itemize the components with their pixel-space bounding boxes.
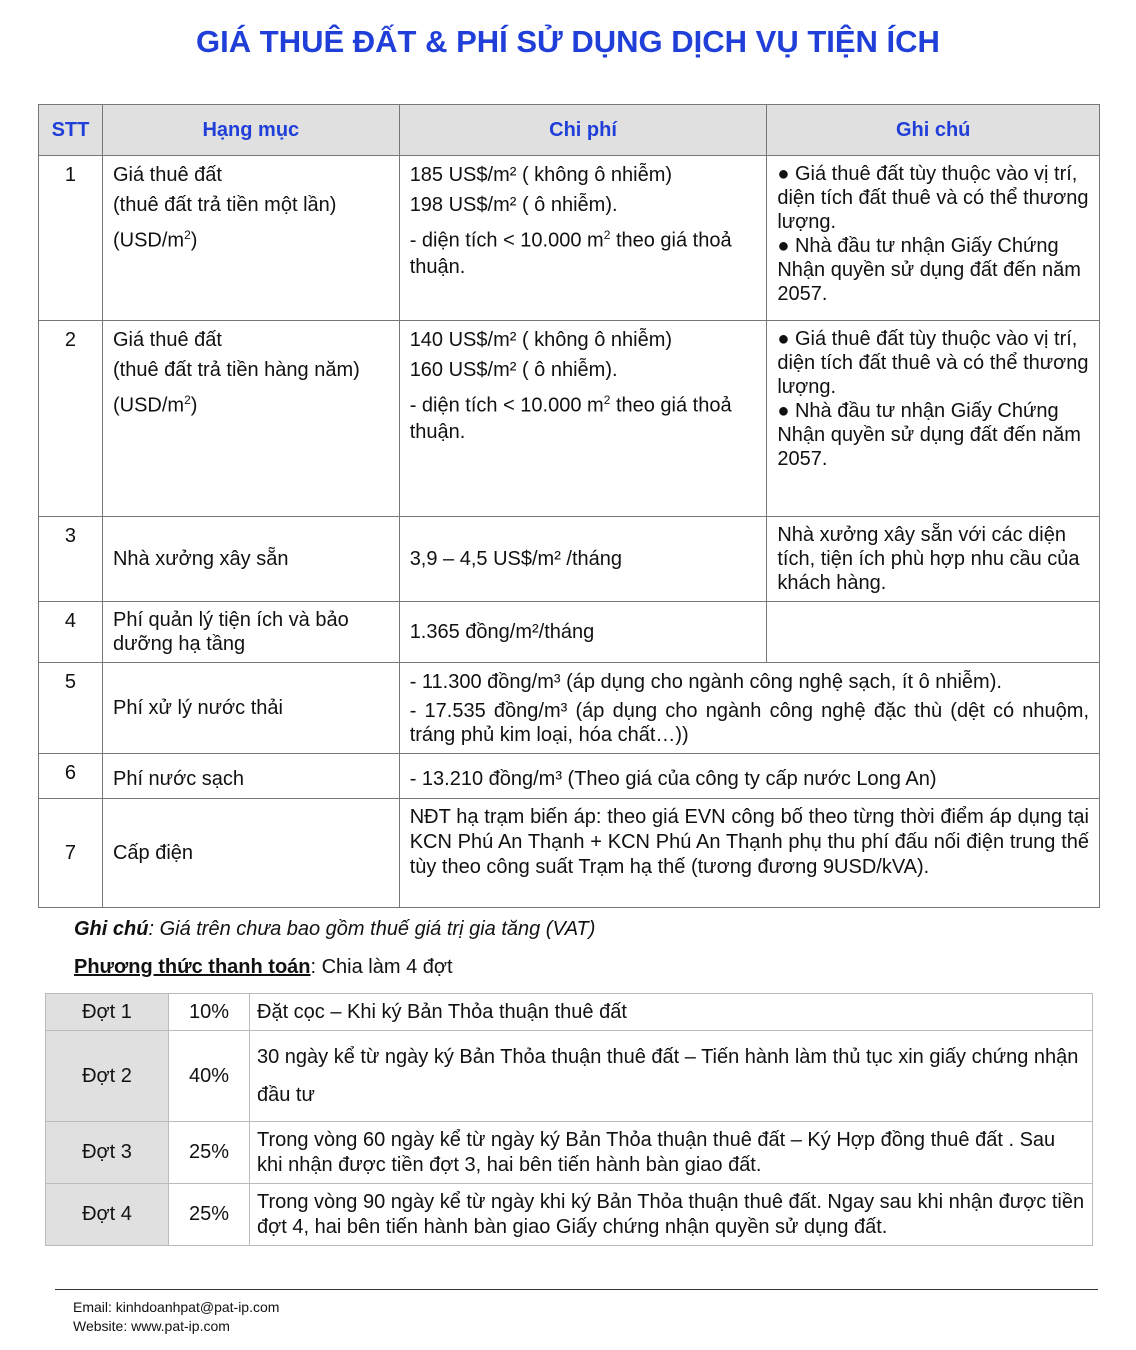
footer-email: Email: kinhdoanhpat@pat-ip.com bbox=[73, 1299, 280, 1315]
stt: 1 bbox=[39, 156, 103, 321]
cost: - 11.300 đồng/m³ (áp dụng cho ngành công nghệ sạch, ít ô nhiễm). - 17.535 đồng/m³ (áp dụng cho ngành công nghệ đặc thù (dệt có nhuộm, tráng phủ kim loại, hóa chất…)) bbox=[399, 663, 1099, 754]
stt: 5 bbox=[39, 663, 103, 754]
header-note: Ghi chú bbox=[767, 105, 1100, 156]
item: Giá thuê đất (thuê đất trả tiền một lần) $(USD/m^2)$ bbox=[102, 156, 399, 321]
payment-table bbox=[45, 993, 1093, 1246]
table-row bbox=[39, 321, 1100, 517]
table-header bbox=[39, 105, 1100, 156]
table-row bbox=[39, 799, 1100, 908]
item: Cấp điện bbox=[102, 799, 399, 908]
header-stt: STT bbox=[39, 105, 103, 156]
cost: NĐT hạ trạm biến áp: theo giá EVN công bố theo từng thời điểm áp dụng tại KCN Phú An Thạnh + KCN Phú An Thạnh phụ thu phí đấu nối điện trung thế tùy theo công suất Trạm hạ thế (tương đương 9USD/kVA). bbox=[399, 799, 1099, 908]
stt: 7 bbox=[39, 799, 103, 908]
note: ● Giá thuê đất tùy thuộc vào vị trí, diện tích đất thuê và có thể thương lượng. ● Nhà đầu tư nhận Giấy Chứng Nhận quyền sử dụng đất đến năm 2057. bbox=[767, 156, 1100, 321]
table-row bbox=[39, 663, 1100, 754]
table-row bbox=[39, 602, 1100, 663]
table-row bbox=[39, 517, 1100, 602]
note: Nhà xưởng xây sẵn với các diện tích, tiện ích phù hợp nhu cầu của khách hàng. bbox=[767, 517, 1100, 602]
item: Phí xử lý nước thải bbox=[102, 663, 399, 754]
stt: 4 bbox=[39, 602, 103, 663]
footer-divider bbox=[55, 1289, 1098, 1290]
cost: 185 US$/m² ( không ô nhiễm) 198 US$/m² ( ô nhiễm). - diện tích < 10.000 $m^2$ theo giá thoả thuận. bbox=[399, 156, 767, 321]
stt: 2 bbox=[39, 321, 103, 517]
note: ● Giá thuê đất tùy thuộc vào vị trí, diện tích đất thuê và có thể thương lượng. ● Nhà đầu tư nhận Giấy Chứng Nhận quyền sử dụng đất đến năm 2057. bbox=[767, 321, 1100, 517]
cost: 140 US$/m² ( không ô nhiễm) 160 US$/m² ( ô nhiễm). - diện tích < 10.000 $m^2$ theo giá thoả thuận. bbox=[399, 321, 767, 517]
footer-website: Website: www.pat-ip.com bbox=[73, 1318, 230, 1334]
cost: - 13.210 đồng/m³ (Theo giá của công ty cấp nước Long An) bbox=[399, 754, 1099, 799]
footer bbox=[73, 1298, 279, 1336]
header-item: Hạng mục bbox=[102, 105, 399, 156]
page-title: GIÁ THUÊ ĐẤT & PHÍ SỬ DỤNG DỊCH VỤ TIỆN ÍCH bbox=[196, 24, 940, 59]
payment-row: Đợt 4 25% Trong vòng 90 ngày kể từ ngày khi ký Bản Thỏa thuận thuê đất. Ngay sau khi nhận được tiền đợt 4, hai bên tiến hành bàn giao Giấy chứng nhận quyền sử dụng đất. bbox=[46, 1184, 1093, 1246]
table-row bbox=[39, 156, 1100, 321]
item: Nhà xưởng xây sẵn bbox=[102, 517, 399, 602]
note bbox=[767, 602, 1100, 663]
payment-row: Đợt 2 40% 30 ngày kể từ ngày ký Bản Thỏa thuận thuê đất – Tiến hành làm thủ tục xin giấy chứng nhận đầu tư bbox=[46, 1031, 1093, 1122]
item: Phí quản lý tiện ích và bảo dưỡng hạ tầng bbox=[102, 602, 399, 663]
pricing-table bbox=[38, 104, 1100, 908]
item: Giá thuê đất (thuê đất trả tiền hàng năm) $(USD/m^2)$ bbox=[102, 321, 399, 517]
vat-note: Ghi chú: Giá trên chưa bao gồm thuế giá trị gia tăng (VAT) bbox=[74, 918, 596, 940]
item: Phí nước sạch bbox=[102, 754, 399, 799]
stt: 6 bbox=[39, 754, 103, 799]
table-row bbox=[39, 754, 1100, 799]
payment-method: Phương thức thanh toán: Chia làm 4 đợt bbox=[74, 956, 453, 978]
header-cost: Chi phí bbox=[399, 105, 767, 156]
stt: 3 bbox=[39, 517, 103, 602]
cost: 3,9 – 4,5 US$/m² /tháng bbox=[399, 517, 767, 602]
payment-row: Đợt 3 25% Trong vòng 60 ngày kể từ ngày ký Bản Thỏa thuận thuê đất – Ký Hợp đồng thuê đất . Sau khi nhận được tiền đợt 3, hai bên tiến hành bàn giao đất. bbox=[46, 1122, 1093, 1184]
payment-row: Đợt 1 10% Đặt cọc – Khi ký Bản Thỏa thuận thuê đất bbox=[46, 994, 1093, 1031]
cost: 1.365 đồng/m²/tháng bbox=[399, 602, 767, 663]
